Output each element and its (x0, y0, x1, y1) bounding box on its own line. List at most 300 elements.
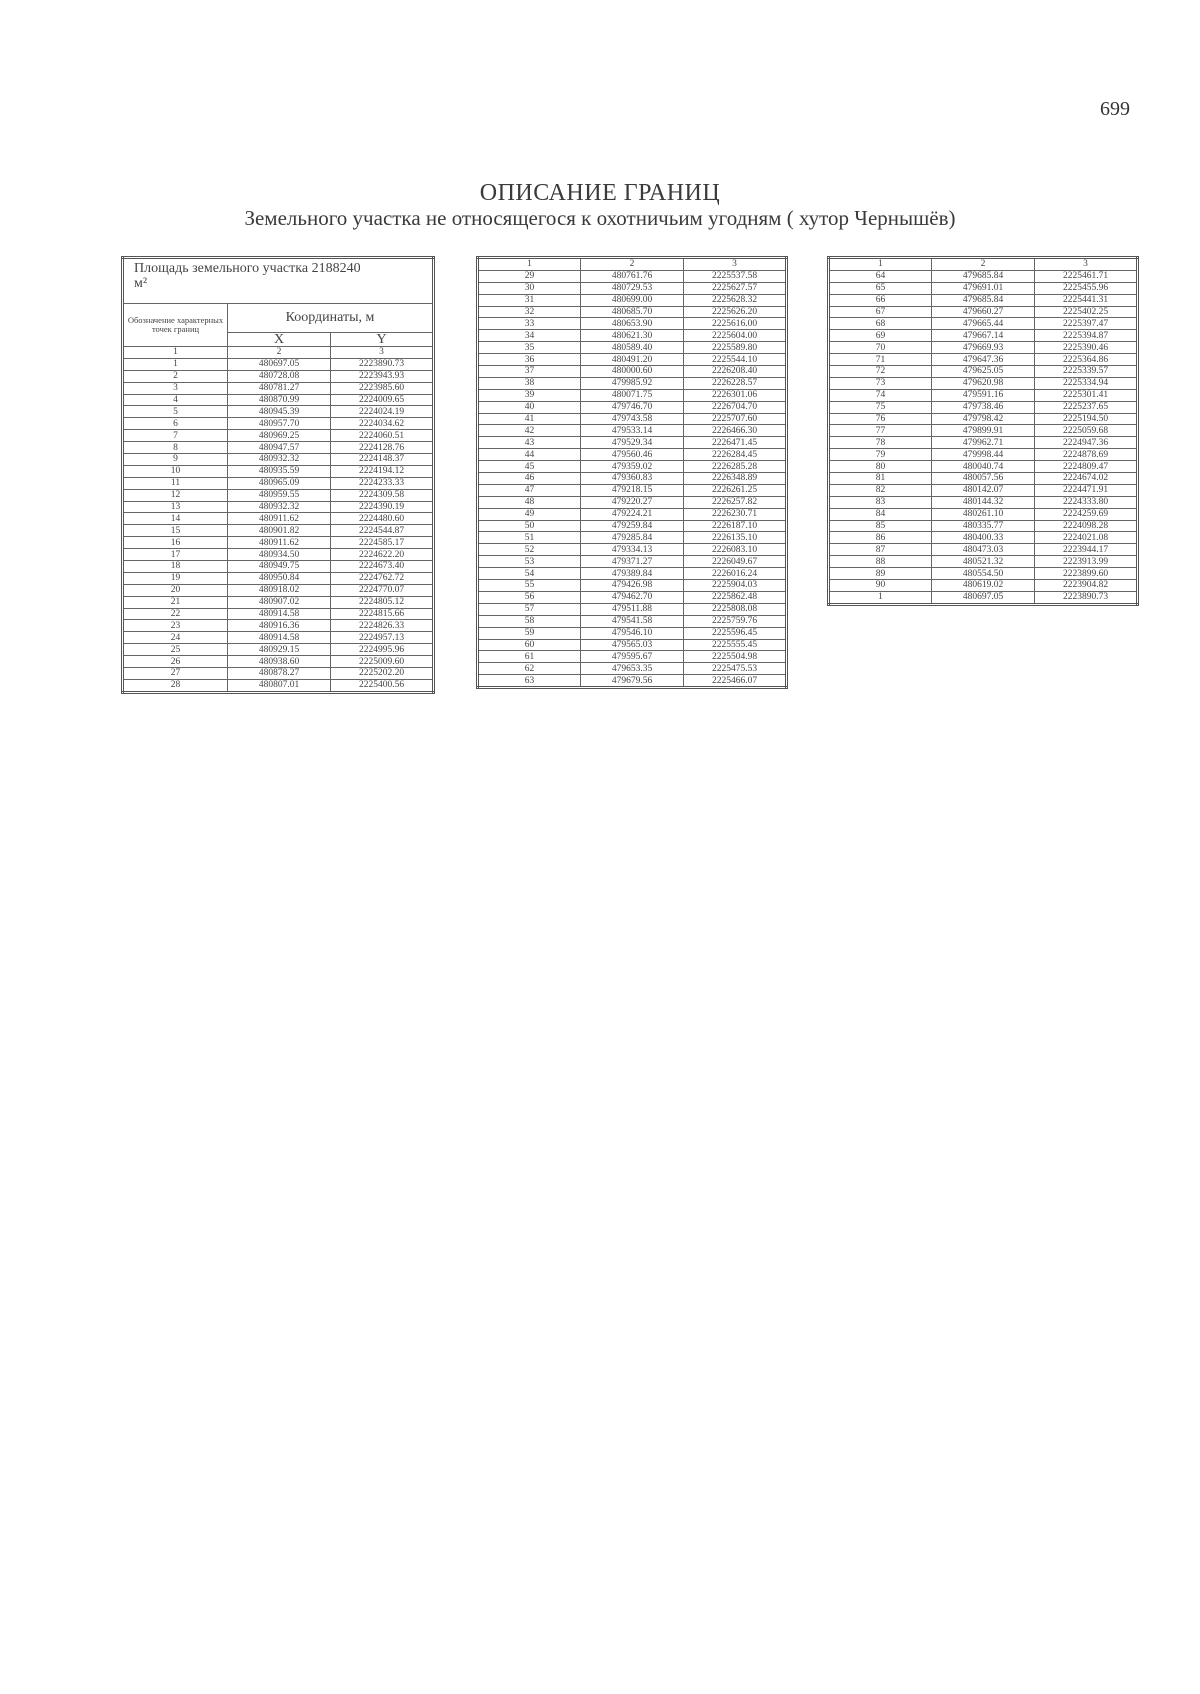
x-coordinate-cell: 479541.58 (581, 615, 684, 627)
table-row (829, 306, 1138, 318)
x-coordinate-cell: 480071.75 (581, 389, 684, 401)
point-number-cell: 76 (829, 413, 932, 425)
y-coordinate-cell: 2224995.96 (331, 644, 434, 656)
point-number-cell: 15 (123, 525, 228, 537)
y-coordinate-cell: 2224060.51 (331, 430, 434, 442)
point-number-cell: 42 (478, 425, 581, 437)
table-row (478, 675, 787, 688)
y-coordinate-cell: 2224762.72 (331, 572, 434, 584)
x-coordinate-cell: 479738.46 (932, 401, 1035, 413)
table-row (478, 413, 787, 425)
point-number-cell: 11 (123, 477, 228, 489)
x-coordinate-cell: 480781.27 (228, 382, 331, 394)
column-number: 3 (1035, 258, 1138, 271)
table-row (123, 477, 434, 489)
point-number-cell: 13 (123, 501, 228, 513)
y-coordinate-cell: 2224809.47 (1035, 461, 1138, 473)
document-subtitle: Земельного участка не относящегося к охотничьим угодням ( хутор Чернышёв) (244, 206, 956, 230)
x-coordinate-cell: 480914.58 (228, 632, 331, 644)
x-coordinate-cell: 479647.36 (932, 354, 1035, 366)
y-coordinate-cell: 2225364.86 (1035, 354, 1138, 366)
x-coordinate-cell: 479591.16 (932, 389, 1035, 401)
y-coordinate-cell: 2224947.36 (1035, 437, 1138, 449)
y-coordinate-cell: 2223913.99 (1035, 556, 1138, 568)
y-coordinate-cell: 2224148.37 (331, 454, 434, 466)
table-row (829, 449, 1138, 461)
point-number-cell: 64 (829, 270, 932, 282)
x-coordinate-cell: 479685.84 (932, 270, 1035, 282)
point-number-cell: 1 (829, 591, 932, 604)
y-coordinate-cell: 2226301.06 (684, 389, 787, 401)
point-number-cell: 9 (123, 454, 228, 466)
x-coordinate-cell: 480142.07 (932, 484, 1035, 496)
table-row (829, 580, 1138, 592)
x-coordinate-cell: 480473.03 (932, 544, 1035, 556)
point-number-cell: 53 (478, 556, 581, 568)
table-row (829, 496, 1138, 508)
point-number-cell: 82 (829, 484, 932, 496)
column-number: 2 (228, 347, 331, 359)
column-number: 2 (932, 258, 1035, 271)
point-number-cell: 48 (478, 496, 581, 508)
point-number-cell: 22 (123, 608, 228, 620)
point-number-cell: 70 (829, 342, 932, 354)
area-label: Площадь земельного участка 2188240 (134, 261, 361, 276)
point-number-cell: 78 (829, 437, 932, 449)
x-coordinate-cell: 479334.13 (581, 544, 684, 556)
point-number-cell: 26 (123, 656, 228, 668)
point-number-cell: 5 (123, 406, 228, 418)
table-row (829, 318, 1138, 330)
y-coordinate-cell: 2223890.73 (331, 358, 434, 370)
point-number-cell: 7 (123, 430, 228, 442)
x-coordinate-cell: 479667.14 (932, 330, 1035, 342)
x-coordinate-cell: 480959.55 (228, 489, 331, 501)
x-coordinate-cell: 479985.92 (581, 377, 684, 389)
x-coordinate-cell: 480697.05 (228, 358, 331, 370)
table-row (478, 496, 787, 508)
point-number-cell: 45 (478, 461, 581, 473)
y-coordinate-cell: 2225400.56 (331, 679, 434, 692)
y-coordinate-cell: 2226466.30 (684, 425, 787, 437)
point-number-cell: 12 (123, 489, 228, 501)
point-number-cell: 57 (478, 603, 581, 615)
y-coordinate-cell: 2224309.58 (331, 489, 434, 501)
y-coordinate-cell: 2224021.08 (1035, 532, 1138, 544)
x-header: X (228, 333, 331, 347)
y-coordinate-cell: 2224194.12 (331, 465, 434, 477)
y-coordinate-cell: 2224128.76 (331, 442, 434, 454)
table-row (478, 425, 787, 437)
column-number: 2 (581, 258, 684, 271)
point-number-cell: 77 (829, 425, 932, 437)
table-row (478, 639, 787, 651)
table-row (478, 401, 787, 413)
y-coordinate-cell: 2225301.41 (1035, 389, 1138, 401)
column-number: 3 (684, 258, 787, 271)
x-coordinate-cell: 480491.20 (581, 354, 684, 366)
x-coordinate-cell: 479685.84 (932, 294, 1035, 306)
y-coordinate-cell: 2225394.87 (1035, 330, 1138, 342)
point-number-cell: 44 (478, 449, 581, 461)
x-coordinate-cell: 479660.27 (932, 306, 1035, 318)
x-coordinate-cell: 479595.67 (581, 651, 684, 663)
point-number-cell: 19 (123, 572, 228, 584)
x-coordinate-cell: 480870.99 (228, 394, 331, 406)
table-row (478, 603, 787, 615)
point-number-cell: 63 (478, 675, 581, 688)
table-row (123, 358, 434, 370)
area-cell (123, 258, 434, 304)
table-row (478, 627, 787, 639)
y-coordinate-cell: 2226049.67 (684, 556, 787, 568)
point-number-cell: 59 (478, 627, 581, 639)
point-number-cell: 84 (829, 508, 932, 520)
point-number-cell: 33 (478, 318, 581, 330)
table-row (123, 430, 434, 442)
point-number-cell: 75 (829, 401, 932, 413)
table-row (123, 584, 434, 596)
table-row (478, 294, 787, 306)
table-row (478, 532, 787, 544)
table-row (829, 413, 1138, 425)
y-coordinate-cell: 2224480.60 (331, 513, 434, 525)
x-coordinate-cell: 479529.34 (581, 437, 684, 449)
x-coordinate-cell: 479669.93 (932, 342, 1035, 354)
point-number-cell: 8 (123, 442, 228, 454)
y-coordinate-cell: 2224009.65 (331, 394, 434, 406)
table-row (829, 389, 1138, 401)
point-number-cell: 34 (478, 330, 581, 342)
point-number-cell: 30 (478, 282, 581, 294)
y-coordinate-cell: 2223944.17 (1035, 544, 1138, 556)
point-number-cell: 85 (829, 520, 932, 532)
x-coordinate-cell: 479259.84 (581, 520, 684, 532)
table-row (478, 354, 787, 366)
x-coordinate-cell: 480911.62 (228, 513, 331, 525)
x-coordinate-cell: 480901.82 (228, 525, 331, 537)
table-row (829, 330, 1138, 342)
table-row (478, 330, 787, 342)
table-row (829, 520, 1138, 532)
y-coordinate-cell: 2225194.50 (1035, 413, 1138, 425)
y-coordinate-cell: 2223899.60 (1035, 568, 1138, 580)
point-number-cell: 37 (478, 366, 581, 378)
x-coordinate-cell: 480000.60 (581, 366, 684, 378)
table-row (123, 561, 434, 573)
coordinates-table-2 (476, 256, 788, 689)
y-coordinate-cell: 2225604.00 (684, 330, 787, 342)
point-number-cell: 40 (478, 401, 581, 413)
table-row (123, 537, 434, 549)
y-coordinate-cell: 2223904.82 (1035, 580, 1138, 592)
column-number: 1 (123, 347, 228, 359)
coordinates-table-1 (121, 256, 435, 694)
point-number-cell: 6 (123, 418, 228, 430)
table-row (478, 663, 787, 675)
x-coordinate-cell: 480957.70 (228, 418, 331, 430)
x-coordinate-cell: 480335.77 (932, 520, 1035, 532)
table-row (123, 489, 434, 501)
table-row (123, 418, 434, 430)
point-number-cell: 79 (829, 449, 932, 461)
x-coordinate-cell: 479426.98 (581, 580, 684, 592)
x-coordinate-cell: 479998.44 (932, 449, 1035, 461)
point-number-cell: 50 (478, 520, 581, 532)
table-row (123, 596, 434, 608)
point-number-cell: 52 (478, 544, 581, 556)
column-number: 3 (331, 347, 434, 359)
y-coordinate-cell: 2226016.24 (684, 568, 787, 580)
table-row (829, 401, 1138, 413)
point-number-cell: 69 (829, 330, 932, 342)
table-row (829, 342, 1138, 354)
point-number-cell: 28 (123, 679, 228, 692)
point-number-cell: 46 (478, 473, 581, 485)
table-row (478, 366, 787, 378)
x-coordinate-cell: 479560.46 (581, 449, 684, 461)
point-number-cell: 31 (478, 294, 581, 306)
table-row (123, 465, 434, 477)
table-row (478, 306, 787, 318)
point-number-cell: 81 (829, 473, 932, 485)
x-coordinate-cell: 480945.39 (228, 406, 331, 418)
x-coordinate-cell: 479359.02 (581, 461, 684, 473)
table-body (829, 270, 1138, 604)
table-row (123, 525, 434, 537)
x-coordinate-cell: 479511.88 (581, 603, 684, 615)
point-number-cell: 20 (123, 584, 228, 596)
point-number-cell: 55 (478, 580, 581, 592)
table-row (478, 270, 787, 282)
table-row (829, 461, 1138, 473)
x-coordinate-cell: 480400.33 (932, 532, 1035, 544)
document-title: ОПИСАНИЕ ГРАНИЦ (479, 180, 721, 206)
y-coordinate-cell: 2225628.32 (684, 294, 787, 306)
table-row (123, 608, 434, 620)
x-coordinate-cell: 480907.02 (228, 596, 331, 608)
table-row (123, 382, 434, 394)
y-coordinate-cell: 2226187.10 (684, 520, 787, 532)
point-number-cell: 2 (123, 370, 228, 382)
y-coordinate-cell: 2226208.40 (684, 366, 787, 378)
x-coordinate-cell: 479285.84 (581, 532, 684, 544)
table-row (123, 370, 434, 382)
column-number: 1 (478, 258, 581, 271)
y-coordinate-cell: 2225555.45 (684, 639, 787, 651)
table-row (123, 442, 434, 454)
y-coordinate-cell: 2224957.13 (331, 632, 434, 644)
point-number-cell: 24 (123, 632, 228, 644)
point-number-cell: 36 (478, 354, 581, 366)
point-number-cell: 32 (478, 306, 581, 318)
y-coordinate-cell: 2224034.62 (331, 418, 434, 430)
x-coordinate-cell: 480918.02 (228, 584, 331, 596)
point-number-cell: 58 (478, 615, 581, 627)
point-number-cell: 49 (478, 508, 581, 520)
x-coordinate-cell: 479625.05 (932, 366, 1035, 378)
designation-header: Обозначение характерных точек границ (123, 304, 228, 347)
table-row (829, 568, 1138, 580)
table-row (478, 484, 787, 496)
y-coordinate-cell: 2224878.69 (1035, 449, 1138, 461)
x-coordinate-cell: 480729.53 (581, 282, 684, 294)
point-number-cell: 23 (123, 620, 228, 632)
page-number: 699 (1100, 98, 1130, 120)
y-coordinate-cell: 2224233.33 (331, 477, 434, 489)
point-number-cell: 1 (123, 358, 228, 370)
x-coordinate-cell: 480878.27 (228, 668, 331, 680)
table-row (829, 366, 1138, 378)
table-row (829, 532, 1138, 544)
coordinates-header: Координаты, м (228, 304, 434, 333)
x-coordinate-cell: 480554.50 (932, 568, 1035, 580)
point-number-cell: 67 (829, 306, 932, 318)
table-row (123, 501, 434, 513)
x-coordinate-cell: 479620.98 (932, 377, 1035, 389)
y-coordinate-cell: 2226228.57 (684, 377, 787, 389)
x-coordinate-cell: 479220.27 (581, 496, 684, 508)
y-coordinate-cell: 2225862.48 (684, 591, 787, 603)
y-coordinate-cell: 2225626.20 (684, 306, 787, 318)
area-unit: м² (134, 276, 148, 291)
x-coordinate-cell: 480914.58 (228, 608, 331, 620)
y-coordinate-cell: 2226704.70 (684, 401, 787, 413)
y-coordinate-cell: 2224471.91 (1035, 484, 1138, 496)
point-number-cell: 38 (478, 377, 581, 389)
point-number-cell: 43 (478, 437, 581, 449)
y-coordinate-cell: 2226261.25 (684, 484, 787, 496)
y-coordinate-cell: 2224544.87 (331, 525, 434, 537)
x-coordinate-cell: 480950.84 (228, 572, 331, 584)
y-coordinate-cell: 2225402.25 (1035, 306, 1138, 318)
table-row (123, 549, 434, 561)
x-coordinate-cell: 480969.25 (228, 430, 331, 442)
x-coordinate-cell: 479462.70 (581, 591, 684, 603)
x-coordinate-cell: 480934.50 (228, 549, 331, 561)
table-row (829, 473, 1138, 485)
y-coordinate-cell: 2225504.98 (684, 651, 787, 663)
point-number-cell: 17 (123, 549, 228, 561)
table-row (829, 425, 1138, 437)
table-row (829, 354, 1138, 366)
x-coordinate-cell: 479546.10 (581, 627, 684, 639)
y-coordinate-cell: 2226135.10 (684, 532, 787, 544)
table-row (829, 556, 1138, 568)
y-coordinate-cell: 2224585.17 (331, 537, 434, 549)
x-coordinate-cell: 479899.91 (932, 425, 1035, 437)
x-coordinate-cell: 480728.08 (228, 370, 331, 382)
y-coordinate-cell: 2225589.80 (684, 342, 787, 354)
point-number-cell: 87 (829, 544, 932, 556)
y-coordinate-cell: 2224390.19 (331, 501, 434, 513)
point-number-cell: 65 (829, 282, 932, 294)
table-row (478, 282, 787, 294)
point-number-cell: 83 (829, 496, 932, 508)
x-coordinate-cell: 479798.42 (932, 413, 1035, 425)
x-coordinate-cell: 480935.59 (228, 465, 331, 477)
x-coordinate-cell: 480761.76 (581, 270, 684, 282)
table-row (829, 508, 1138, 520)
x-coordinate-cell: 480932.32 (228, 454, 331, 466)
x-coordinate-cell: 480057.56 (932, 473, 1035, 485)
table-row (123, 656, 434, 668)
y-coordinate-cell: 2224622.20 (331, 549, 434, 561)
y-coordinate-cell: 2225466.07 (684, 675, 787, 688)
y-coordinate-cell: 2226230.71 (684, 508, 787, 520)
y-coordinate-cell: 2224826.33 (331, 620, 434, 632)
y-header: Y (331, 333, 434, 347)
table-row (123, 394, 434, 406)
x-coordinate-cell: 480916.36 (228, 620, 331, 632)
y-coordinate-cell: 2226257.82 (684, 496, 787, 508)
x-coordinate-cell: 480938.60 (228, 656, 331, 668)
y-coordinate-cell: 2224770.07 (331, 584, 434, 596)
point-number-cell: 29 (478, 270, 581, 282)
y-coordinate-cell: 2224024.19 (331, 406, 434, 418)
x-coordinate-cell: 480653.90 (581, 318, 684, 330)
point-number-cell: 35 (478, 342, 581, 354)
y-coordinate-cell: 2225202.20 (331, 668, 434, 680)
x-coordinate-cell: 479962.71 (932, 437, 1035, 449)
table-row (478, 651, 787, 663)
y-coordinate-cell: 2225009.60 (331, 656, 434, 668)
table-row (478, 473, 787, 485)
x-coordinate-cell: 479360.83 (581, 473, 684, 485)
point-number-cell: 51 (478, 532, 581, 544)
point-number-cell: 18 (123, 561, 228, 573)
point-number-cell: 56 (478, 591, 581, 603)
y-coordinate-cell: 2224259.69 (1035, 508, 1138, 520)
x-coordinate-cell: 480947.57 (228, 442, 331, 454)
x-coordinate-cell: 480949.75 (228, 561, 331, 573)
y-coordinate-cell: 2225616.00 (684, 318, 787, 330)
x-coordinate-cell: 480621.30 (581, 330, 684, 342)
point-number-cell: 21 (123, 596, 228, 608)
table-row (478, 568, 787, 580)
x-coordinate-cell: 479691.01 (932, 282, 1035, 294)
y-coordinate-cell: 2225759.76 (684, 615, 787, 627)
table-row (829, 270, 1138, 282)
table-row (829, 294, 1138, 306)
y-coordinate-cell: 2225904.03 (684, 580, 787, 592)
y-coordinate-cell: 2224673.40 (331, 561, 434, 573)
x-coordinate-cell: 479533.14 (581, 425, 684, 437)
y-coordinate-cell: 2225237.65 (1035, 401, 1138, 413)
x-coordinate-cell: 479665.44 (932, 318, 1035, 330)
point-number-cell: 60 (478, 639, 581, 651)
y-coordinate-cell: 2223985.60 (331, 382, 434, 394)
table-row (829, 437, 1138, 449)
point-number-cell: 4 (123, 394, 228, 406)
y-coordinate-cell: 2225808.08 (684, 603, 787, 615)
table-body (123, 358, 434, 692)
x-coordinate-cell: 479653.35 (581, 663, 684, 675)
y-coordinate-cell: 2226285.28 (684, 461, 787, 473)
y-coordinate-cell: 2226471.45 (684, 437, 787, 449)
point-number-cell: 61 (478, 651, 581, 663)
x-coordinate-cell: 479565.03 (581, 639, 684, 651)
y-coordinate-cell: 2225441.31 (1035, 294, 1138, 306)
table-row (829, 282, 1138, 294)
x-coordinate-cell: 480911.62 (228, 537, 331, 549)
x-coordinate-cell: 480619.02 (932, 580, 1035, 592)
table-row (478, 449, 787, 461)
y-coordinate-cell: 2225339.57 (1035, 366, 1138, 378)
x-coordinate-cell: 480929.15 (228, 644, 331, 656)
table-row (478, 591, 787, 603)
point-number-cell: 47 (478, 484, 581, 496)
